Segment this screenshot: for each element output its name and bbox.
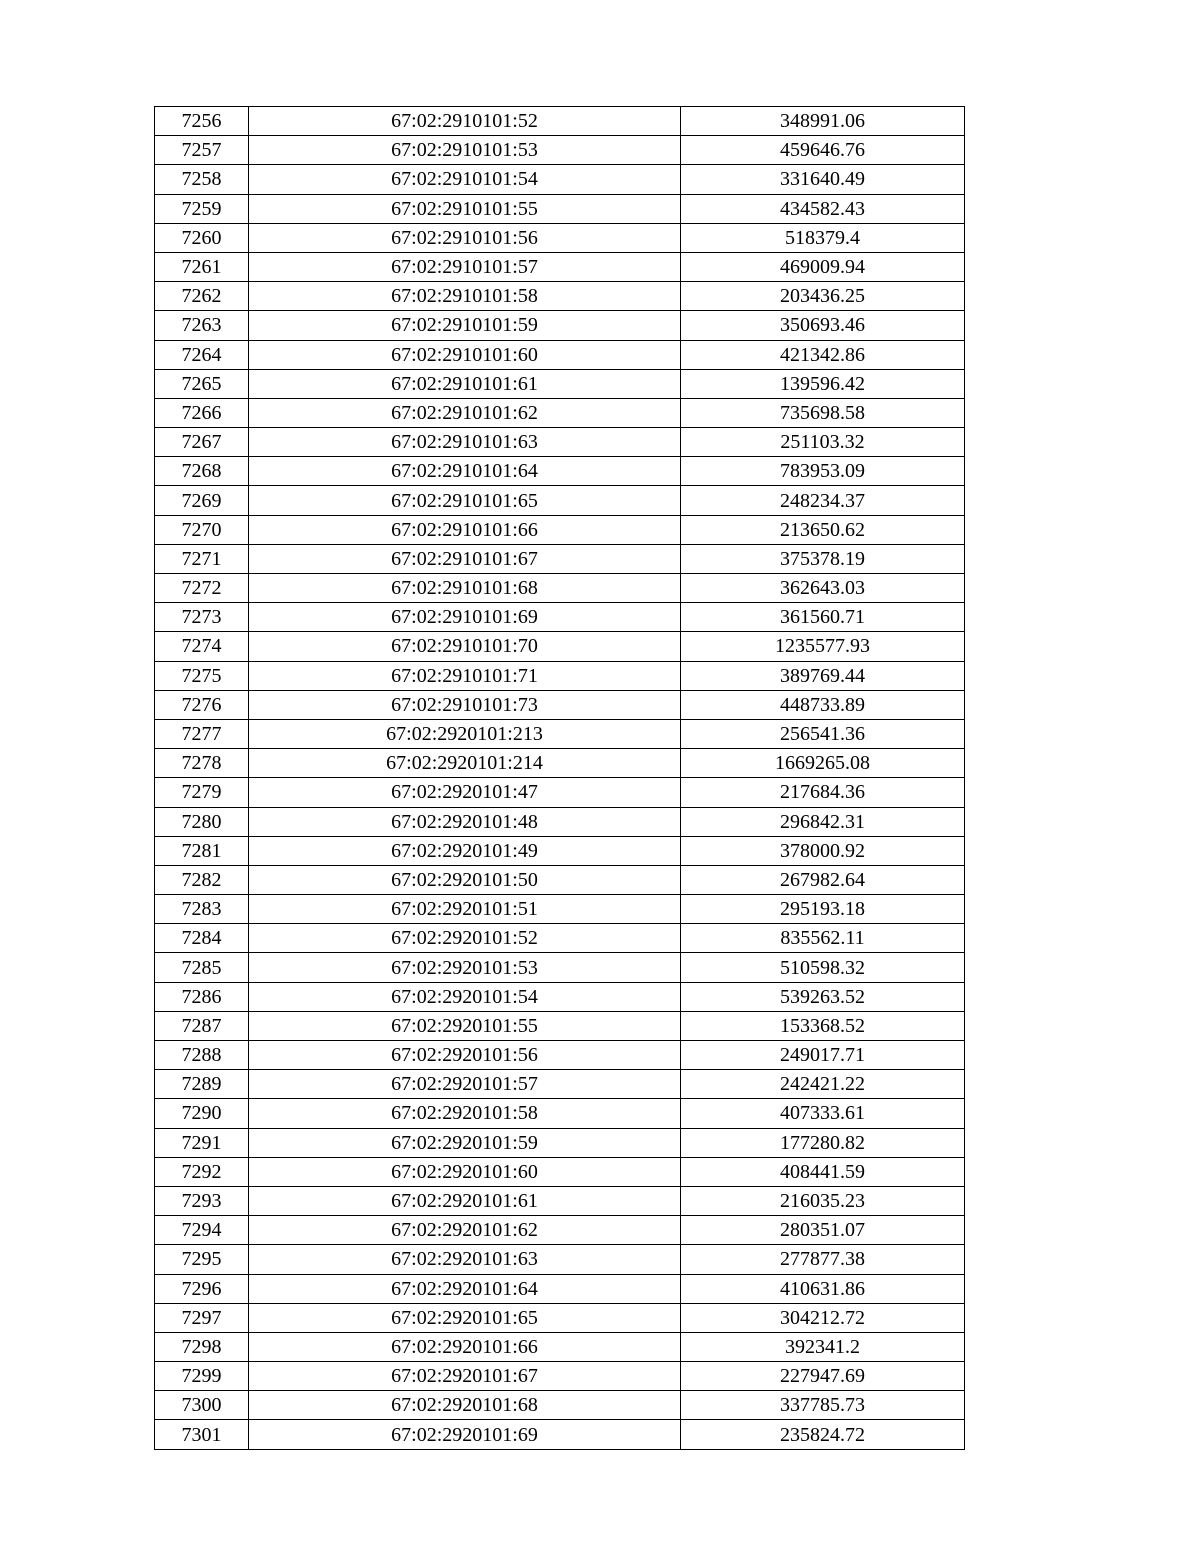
- cadastral-value-cell: 378000.92: [681, 836, 965, 865]
- cadastral-value-cell: 242421.22: [681, 1070, 965, 1099]
- cadastral-value-cell: 216035.23: [681, 1186, 965, 1215]
- cadastral-number-cell: 67:02:2920101:60: [249, 1157, 681, 1186]
- row-number-cell: 7297: [155, 1303, 249, 1332]
- cadastral-value-cell: 267982.64: [681, 865, 965, 894]
- table-row: [155, 690, 965, 719]
- table-row: [155, 1011, 965, 1040]
- table-row: [155, 1128, 965, 1157]
- cadastral-number-cell: 67:02:2910101:68: [249, 574, 681, 603]
- cadastral-number-cell: 67:02:2920101:47: [249, 778, 681, 807]
- cadastral-number-cell: 67:02:2910101:56: [249, 223, 681, 252]
- row-number-cell: 7276: [155, 690, 249, 719]
- cadastral-number-cell: 67:02:2910101:54: [249, 165, 681, 194]
- cadastral-number-cell: 67:02:2920101:214: [249, 749, 681, 778]
- table-row: [155, 1391, 965, 1420]
- table-row: [155, 194, 965, 223]
- row-number-cell: 7299: [155, 1362, 249, 1391]
- row-number-cell: 7294: [155, 1216, 249, 1245]
- cadastral-value-cell: 251103.32: [681, 428, 965, 457]
- cadastral-number-cell: 67:02:2910101:53: [249, 136, 681, 165]
- cadastral-number-cell: 67:02:2910101:55: [249, 194, 681, 223]
- row-number-cell: 7266: [155, 398, 249, 427]
- table-row: [155, 1362, 965, 1391]
- table-row: [155, 252, 965, 281]
- row-number-cell: 7274: [155, 632, 249, 661]
- table-row: [155, 632, 965, 661]
- cadastral-number-cell: 67:02:2910101:69: [249, 603, 681, 632]
- table-row: [155, 107, 965, 136]
- row-number-cell: 7301: [155, 1420, 249, 1449]
- cadastral-number-cell: 67:02:2910101:64: [249, 457, 681, 486]
- table-row: [155, 953, 965, 982]
- row-number-cell: 7300: [155, 1391, 249, 1420]
- table-row: [155, 1332, 965, 1361]
- table-row: [155, 398, 965, 427]
- row-number-cell: 7283: [155, 895, 249, 924]
- row-number-cell: 7279: [155, 778, 249, 807]
- cadastral-value-cell: 518379.4: [681, 223, 965, 252]
- cadastral-number-cell: 67:02:2920101:61: [249, 1186, 681, 1215]
- cadastral-number-cell: 67:02:2920101:63: [249, 1245, 681, 1274]
- cadastral-value-cell: 256541.36: [681, 719, 965, 748]
- table-row: [155, 1274, 965, 1303]
- cadastral-number-cell: 67:02:2910101:59: [249, 311, 681, 340]
- table-row: [155, 136, 965, 165]
- cadastral-value-cell: 248234.37: [681, 486, 965, 515]
- table-row: [155, 1245, 965, 1274]
- cadastral-value-cell: 410631.86: [681, 1274, 965, 1303]
- table-row: [155, 836, 965, 865]
- cadastral-value-cell: 783953.09: [681, 457, 965, 486]
- row-number-cell: 7286: [155, 982, 249, 1011]
- cadastral-value-cell: 408441.59: [681, 1157, 965, 1186]
- cadastral-value-cell: 362643.03: [681, 574, 965, 603]
- cadastral-value-cell: 539263.52: [681, 982, 965, 1011]
- table-row: [155, 515, 965, 544]
- cadastral-value-cell: 350693.46: [681, 311, 965, 340]
- cadastral-number-cell: 67:02:2910101:67: [249, 544, 681, 573]
- cadastral-value-cell: 153368.52: [681, 1011, 965, 1040]
- table-row: [155, 340, 965, 369]
- row-number-cell: 7281: [155, 836, 249, 865]
- cadastral-number-cell: 67:02:2920101:53: [249, 953, 681, 982]
- cadastral-value-cell: 361560.71: [681, 603, 965, 632]
- table-row: [155, 223, 965, 252]
- cadastral-value-cell: 295193.18: [681, 895, 965, 924]
- row-number-cell: 7285: [155, 953, 249, 982]
- row-number-cell: 7261: [155, 252, 249, 281]
- row-number-cell: 7290: [155, 1099, 249, 1128]
- row-number-cell: 7282: [155, 865, 249, 894]
- cadastral-number-cell: 67:02:2920101:48: [249, 807, 681, 836]
- table-row: [155, 282, 965, 311]
- cadastral-number-cell: 67:02:2920101:50: [249, 865, 681, 894]
- cadastral-value-cell: 304212.72: [681, 1303, 965, 1332]
- cadastral-number-cell: 67:02:2920101:49: [249, 836, 681, 865]
- cadastral-number-cell: 67:02:2910101:70: [249, 632, 681, 661]
- row-number-cell: 7284: [155, 924, 249, 953]
- cadastral-number-cell: 67:02:2910101:52: [249, 107, 681, 136]
- cadastral-number-cell: 67:02:2920101:52: [249, 924, 681, 953]
- row-number-cell: 7267: [155, 428, 249, 457]
- table-row: [155, 574, 965, 603]
- table-row: [155, 544, 965, 573]
- cadastral-number-cell: 67:02:2920101:66: [249, 1332, 681, 1361]
- table-row: [155, 982, 965, 1011]
- table-row: [155, 1216, 965, 1245]
- cadastral-value-cell: 735698.58: [681, 398, 965, 427]
- cadastral-value-cell: 469009.94: [681, 252, 965, 281]
- row-number-cell: 7289: [155, 1070, 249, 1099]
- row-number-cell: 7268: [155, 457, 249, 486]
- cadastral-number-cell: 67:02:2920101:62: [249, 1216, 681, 1245]
- cadastral-number-cell: 67:02:2910101:65: [249, 486, 681, 515]
- row-number-cell: 7257: [155, 136, 249, 165]
- cadastral-value-cell: 459646.76: [681, 136, 965, 165]
- table-row: [155, 1303, 965, 1332]
- row-number-cell: 7273: [155, 603, 249, 632]
- cadastral-number-cell: 67:02:2910101:66: [249, 515, 681, 544]
- table-row: [155, 1157, 965, 1186]
- cadastral-value-cell: 392341.2: [681, 1332, 965, 1361]
- cadastral-value-cell: 389769.44: [681, 661, 965, 690]
- cadastral-value-cell: 421342.86: [681, 340, 965, 369]
- cadastral-value-cell: 331640.49: [681, 165, 965, 194]
- cadastral-number-cell: 67:02:2910101:71: [249, 661, 681, 690]
- cadastral-number-cell: 67:02:2920101:51: [249, 895, 681, 924]
- row-number-cell: 7263: [155, 311, 249, 340]
- row-number-cell: 7256: [155, 107, 249, 136]
- cadastral-value-cell: 1235577.93: [681, 632, 965, 661]
- row-number-cell: 7272: [155, 574, 249, 603]
- cadastral-value-cell: 227947.69: [681, 1362, 965, 1391]
- table-row: [155, 778, 965, 807]
- cadastral-value-cell: 139596.42: [681, 369, 965, 398]
- cadastral-value-cell: 235824.72: [681, 1420, 965, 1449]
- row-number-cell: 7298: [155, 1332, 249, 1361]
- cadastral-number-cell: 67:02:2920101:64: [249, 1274, 681, 1303]
- cadastral-number-cell: 67:02:2920101:59: [249, 1128, 681, 1157]
- table-row: [155, 428, 965, 457]
- cadastral-value-cell: 177280.82: [681, 1128, 965, 1157]
- cadastral-number-cell: 67:02:2920101:55: [249, 1011, 681, 1040]
- row-number-cell: 7258: [155, 165, 249, 194]
- cadastral-number-cell: 67:02:2920101:54: [249, 982, 681, 1011]
- table-row: [155, 865, 965, 894]
- row-number-cell: 7288: [155, 1041, 249, 1070]
- cadastral-number-cell: 67:02:2910101:60: [249, 340, 681, 369]
- cadastral-value-cell: 249017.71: [681, 1041, 965, 1070]
- cadastral-value-cell: 296842.31: [681, 807, 965, 836]
- row-number-cell: 7265: [155, 369, 249, 398]
- row-number-cell: 7295: [155, 1245, 249, 1274]
- cadastral-value-cell: 448733.89: [681, 690, 965, 719]
- cadastral-value-cell: 280351.07: [681, 1216, 965, 1245]
- table-row: [155, 924, 965, 953]
- cadastral-value-cell: 835562.11: [681, 924, 965, 953]
- table-row: [155, 661, 965, 690]
- table-body: [155, 107, 965, 1450]
- row-number-cell: 7271: [155, 544, 249, 573]
- row-number-cell: 7280: [155, 807, 249, 836]
- cadastral-value-cell: 203436.25: [681, 282, 965, 311]
- row-number-cell: 7269: [155, 486, 249, 515]
- cadastral-number-cell: 67:02:2910101:63: [249, 428, 681, 457]
- table-row: [155, 749, 965, 778]
- row-number-cell: 7296: [155, 1274, 249, 1303]
- table-row: [155, 603, 965, 632]
- table-row: [155, 1186, 965, 1215]
- row-number-cell: 7287: [155, 1011, 249, 1040]
- cadastral-value-cell: 213650.62: [681, 515, 965, 544]
- table-row: [155, 165, 965, 194]
- table-row: [155, 895, 965, 924]
- cadastral-value-cell: 375378.19: [681, 544, 965, 573]
- cadastral-value-cell: 337785.73: [681, 1391, 965, 1420]
- cadastral-value-cell: 407333.61: [681, 1099, 965, 1128]
- cadastral-value-cell: 348991.06: [681, 107, 965, 136]
- table-row: [155, 807, 965, 836]
- cadastral-number-cell: 67:02:2910101:57: [249, 252, 681, 281]
- cadastral-number-cell: 67:02:2920101:65: [249, 1303, 681, 1332]
- cadastral-number-cell: 67:02:2910101:62: [249, 398, 681, 427]
- table-row: [155, 1041, 965, 1070]
- table-row: [155, 457, 965, 486]
- row-number-cell: 7259: [155, 194, 249, 223]
- cadastral-value-cell: 1669265.08: [681, 749, 965, 778]
- cadastral-number-cell: 67:02:2920101:56: [249, 1041, 681, 1070]
- cadastral-value-cell: 434582.43: [681, 194, 965, 223]
- cadastral-number-cell: 67:02:2920101:57: [249, 1070, 681, 1099]
- row-number-cell: 7262: [155, 282, 249, 311]
- cadastral-number-cell: 67:02:2920101:68: [249, 1391, 681, 1420]
- cadastral-number-cell: 67:02:2910101:58: [249, 282, 681, 311]
- cadastral-value-cell: 277877.38: [681, 1245, 965, 1274]
- row-number-cell: 7270: [155, 515, 249, 544]
- table-row: [155, 1070, 965, 1099]
- table-row: [155, 369, 965, 398]
- table-row: [155, 1099, 965, 1128]
- row-number-cell: 7260: [155, 223, 249, 252]
- cadastral-number-cell: 67:02:2920101:213: [249, 719, 681, 748]
- row-number-cell: 7277: [155, 719, 249, 748]
- table-row: [155, 486, 965, 515]
- row-number-cell: 7293: [155, 1186, 249, 1215]
- row-number-cell: 7291: [155, 1128, 249, 1157]
- table-row: [155, 719, 965, 748]
- cadastral-number-cell: 67:02:2910101:73: [249, 690, 681, 719]
- cadastral-number-cell: 67:02:2920101:67: [249, 1362, 681, 1391]
- table-row: [155, 1420, 965, 1449]
- table-row: [155, 311, 965, 340]
- row-number-cell: 7275: [155, 661, 249, 690]
- cadastral-number-cell: 67:02:2920101:58: [249, 1099, 681, 1128]
- cadastral-value-cell: 217684.36: [681, 778, 965, 807]
- cadastral-number-cell: 67:02:2910101:61: [249, 369, 681, 398]
- row-number-cell: 7292: [155, 1157, 249, 1186]
- row-number-cell: 7278: [155, 749, 249, 778]
- cadastral-number-cell: 67:02:2920101:69: [249, 1420, 681, 1449]
- cadastre-value-table: [154, 106, 965, 1450]
- row-number-cell: 7264: [155, 340, 249, 369]
- cadastral-value-cell: 510598.32: [681, 953, 965, 982]
